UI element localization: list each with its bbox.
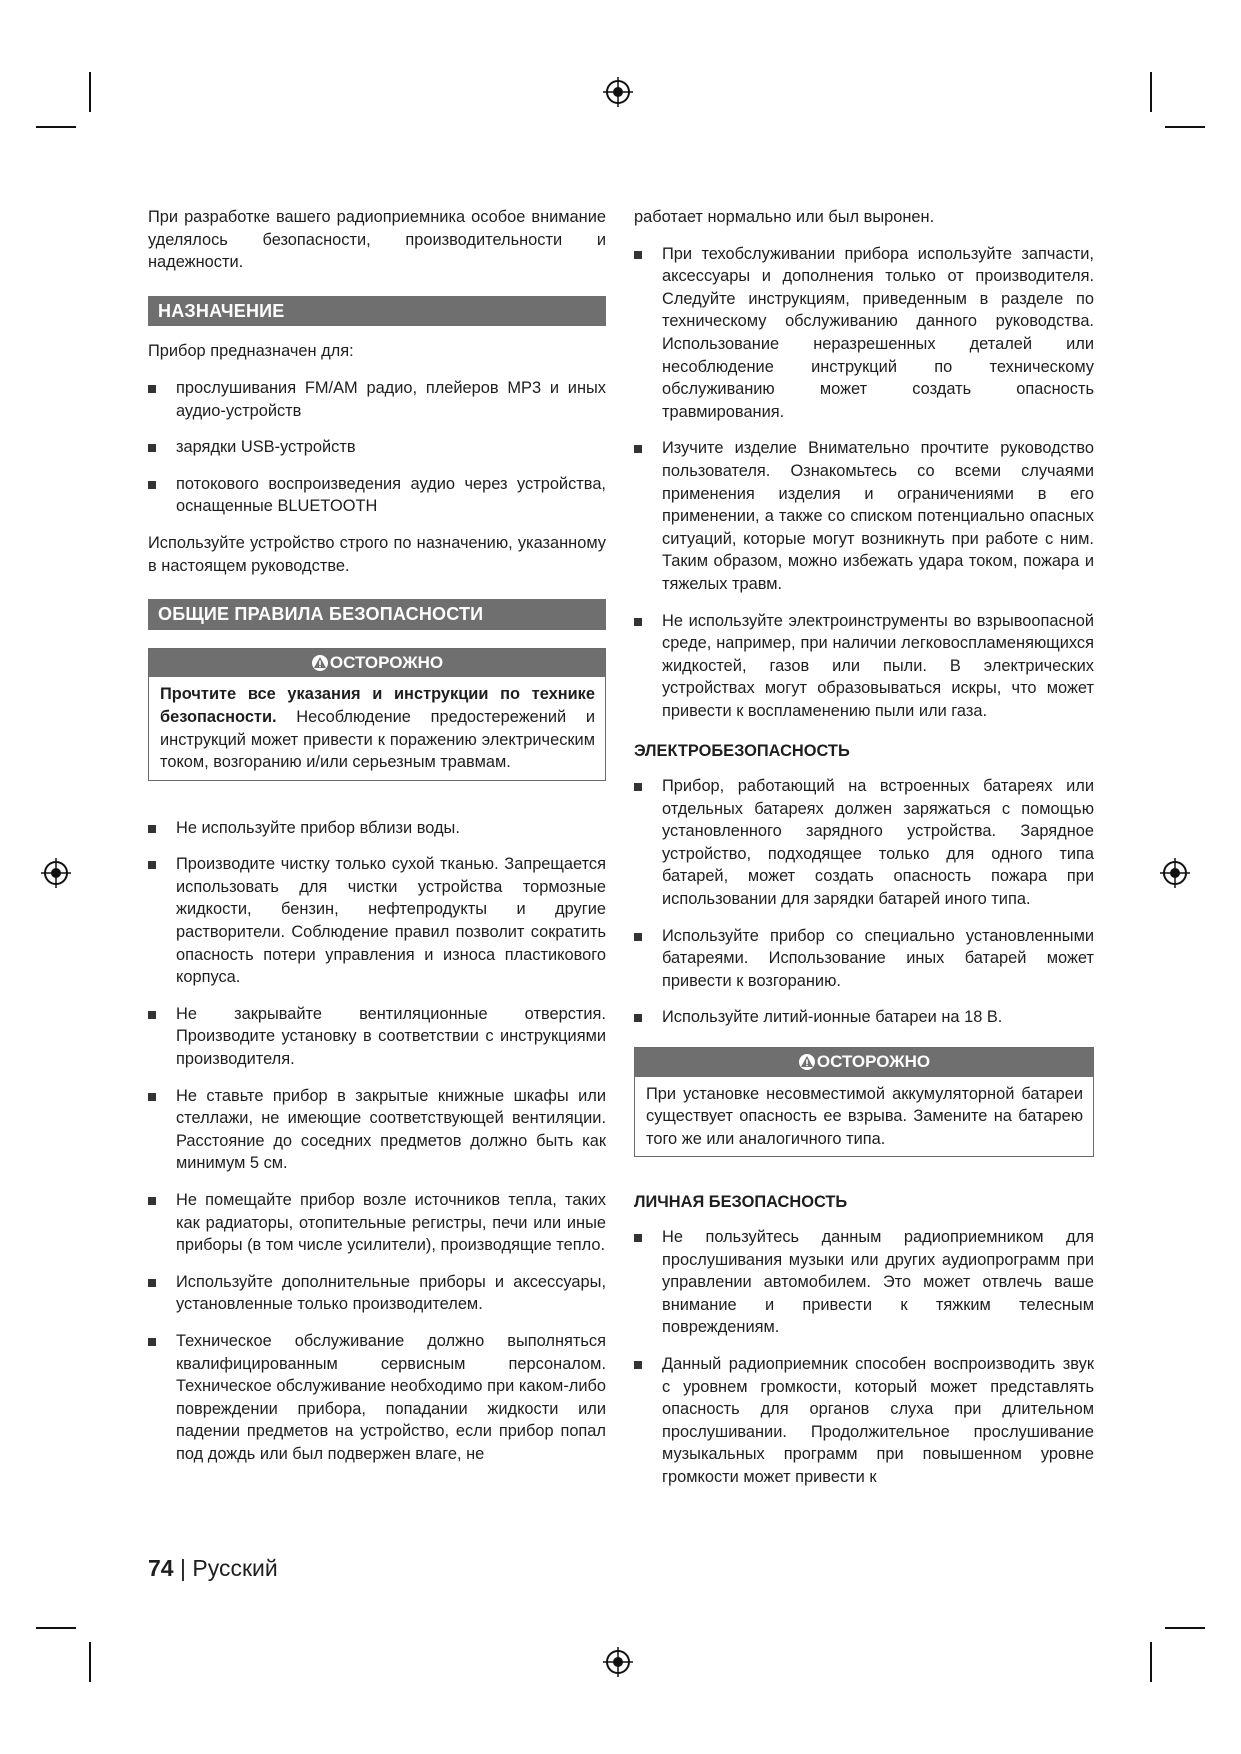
bullet-square-icon (634, 933, 642, 941)
continuation-text: работает нормально или был выронен. (634, 208, 935, 226)
warning-text: Несоблюдение предостережений и инструкций может привести к поражению электрическим током, возгоранию и/или серьезным травмам. (160, 707, 595, 772)
list-item: Прибор, работающий на встроенных батареях или отдельных батареях должен заряжаться с помощью установленного зарядного устройства. Зарядное устройство, подходящее только для одного типа батарей, может создать опасность пожара при использовании для зарядки батарей иного типа. (634, 775, 1094, 911)
list-item: Производите чистку только сухой тканью. Запрещается использовать для чистки устройства тормозные жидкости, бензин, нефтепродукты и другие растворители. Соблюдение правил позволит сократить опасность потери управления и износа пластикового корпуса. (148, 853, 606, 989)
list-item: Не закрывайте вентиляционные отверстия. Производите установку в соответствии с инструкциями производителя. (148, 1003, 606, 1071)
footer-separator: | (179, 1555, 186, 1581)
section-heading-electrical-safety: ЭЛЕКТРОБЕЗОПАСНОСТЬ (634, 742, 850, 761)
bullet-square-icon (634, 618, 642, 626)
list-item: Используйте дополнительные приборы и аксессуары, установленные только производителем. (148, 1271, 606, 1316)
page-footer (148, 1555, 278, 1582)
list-item: Техническое обслуживание должно выполняться квалифицированным сервисным персоналом. Техническое обслуживание необходимо при каком-либо повреждении прибора, попадании жидкости или падении предметов на устройство, если прибор попал под дождь или был подвержен влаге, не (148, 1330, 606, 1466)
warning-box (634, 1047, 1094, 1157)
warning-header (149, 649, 605, 678)
crop-mark (89, 1642, 91, 1682)
crop-mark (89, 72, 91, 112)
personal-list (634, 1226, 1094, 1489)
warning-hazard-icon (311, 654, 329, 672)
bullet-square-icon (634, 445, 642, 453)
registration-mark-icon (1160, 858, 1190, 888)
warning-bold-text: Прочтите все указания и инструкции по технике безопасности. (160, 685, 595, 726)
warning-title: ОСТОРОЖНО (816, 1052, 931, 1071)
safety-list (148, 817, 606, 1466)
warning-title: ОСТОРОЖНО (329, 652, 444, 672)
list-item: При техобслуживании прибора используйте запчасти, аксессуары и дополнения только от производителя. Следуйте инструкциям, приведенным в разделе по техническому обслуживанию данного руководства. Использование неразрешенных деталей или несоблюдение инструкций по техническому обслуживанию может создать опасность травмирования. (634, 243, 1094, 424)
bullet-square-icon (634, 1014, 642, 1022)
list-item: Не ставьте прибор в закрытые книжные шкафы или стеллажи, не имеющие соответствующей вентиляции. Расстояние до соседних предметов должно быть как минимум 5 см. (148, 1085, 606, 1175)
section-heading-general-safety: ОБЩИЕ ПРАВИЛА БЕЗОПАСНОСТИ (148, 599, 606, 630)
warning-hazard-icon (798, 1053, 816, 1071)
crop-mark (36, 126, 76, 128)
bullet-square-icon (148, 861, 156, 869)
list-item: Не пользуйтесь данным радиоприемником для прослушивания музыки или других аудиопрограмм при управлении автомобилем. Это может отвлечь ваше внимание и привести к тяжким телесным повреждениям. (634, 1226, 1094, 1339)
warning-body (149, 677, 605, 779)
purpose-note: Используйте устройство строго по назначению, указанному в настоящем руководстве. (148, 533, 606, 575)
list-item: Не помещайте прибор возле источников тепла, таких как радиаторы, отопительные регистры, печи или иные приборы (в том числе усилители), производящие тепло. (148, 1189, 606, 1257)
list-item: Не используйте прибор вблизи воды. (148, 817, 606, 840)
safety-list-continued (634, 243, 1094, 723)
crop-mark (1150, 72, 1152, 112)
bullet-square-icon (148, 1338, 156, 1346)
crop-mark (1165, 1627, 1205, 1629)
registration-mark-icon (41, 858, 71, 888)
section-heading-purpose: НАЗНАЧЕНИЕ (148, 296, 606, 327)
list-item: прослушивания FM/AM радио, плейеров MP3 и иных аудио-устройств (148, 377, 606, 422)
list-item: Используйте прибор со специально установленными батареями. Использование иных батарей может привести к возгоранию. (634, 925, 1094, 993)
purpose-list (148, 377, 606, 518)
bullet-square-icon (148, 1093, 156, 1101)
list-item: Изучите изделие Внимательно прочтите руководство пользователя. Ознакомьтесь со всеми случаями применения изделия и ограничениями в его применении, а также со списком потенциально опасных ситуаций, которые могут возникнуть при работе с ним. Таким образом, можно избежать удара током, пожара и тяжелых травм. (634, 437, 1094, 595)
bullet-square-icon (634, 1361, 642, 1369)
list-item: Используйте литий-ионные батареи на 18 В. (634, 1006, 1094, 1029)
list-item: Данный радиоприемник способен воспроизводить звук с уровнем громкости, который может представлять опасность для органов слуха при длительном прослушивании. Продолжительное прослушивание музыкальных программ при повышенном уровне громкости может привести к (634, 1353, 1094, 1489)
warning-box (148, 648, 606, 781)
footer-language: Русский (192, 1555, 278, 1581)
bullet-square-icon (148, 385, 156, 393)
bullet-square-icon (148, 1279, 156, 1287)
list-item: потокового воспроизведения аудио через устройства, оснащенные BLUETOOTH (148, 473, 606, 518)
purpose-lead: Прибор предназначен для: (148, 342, 354, 361)
warning-header (635, 1048, 1093, 1077)
section-heading-personal-safety: ЛИЧНАЯ БЕЗОПАСНОСТЬ (634, 1193, 848, 1212)
left-column (148, 206, 606, 1480)
page-number: 74 (148, 1555, 174, 1581)
list-item: Не используйте электроинструменты во взрывоопасной среде, например, при наличии легковоспламеняющихся жидкостей, газов или пыли. В электрических устройствах могут образовываться искры, что может привести к воспламенению пыли или газа. (634, 610, 1094, 723)
bullet-square-icon (634, 251, 642, 259)
registration-mark-icon (603, 1647, 633, 1677)
intro-text: При разработке вашего радиоприемника особое внимание уделялось безопасности, производительности и надежности. (148, 208, 606, 272)
crop-mark (1150, 1642, 1152, 1682)
bullet-square-icon (148, 444, 156, 452)
bullet-square-icon (148, 1011, 156, 1019)
list-item: зарядки USB-устройств (148, 436, 606, 459)
electrical-list (634, 775, 1094, 1029)
crop-mark (1165, 126, 1205, 128)
bullet-square-icon (634, 783, 642, 791)
bullet-square-icon (634, 1234, 642, 1242)
bullet-square-icon (148, 1197, 156, 1205)
bullet-square-icon (148, 481, 156, 489)
bullet-square-icon (148, 825, 156, 833)
right-column (634, 206, 1094, 1503)
warning-body: При установке несовместимой аккумуляторной батареи существует опасность ее взрыва. Замените на батарею того же или аналогичного типа. (646, 1084, 1083, 1148)
registration-mark-icon (603, 77, 633, 107)
crop-mark (36, 1627, 76, 1629)
